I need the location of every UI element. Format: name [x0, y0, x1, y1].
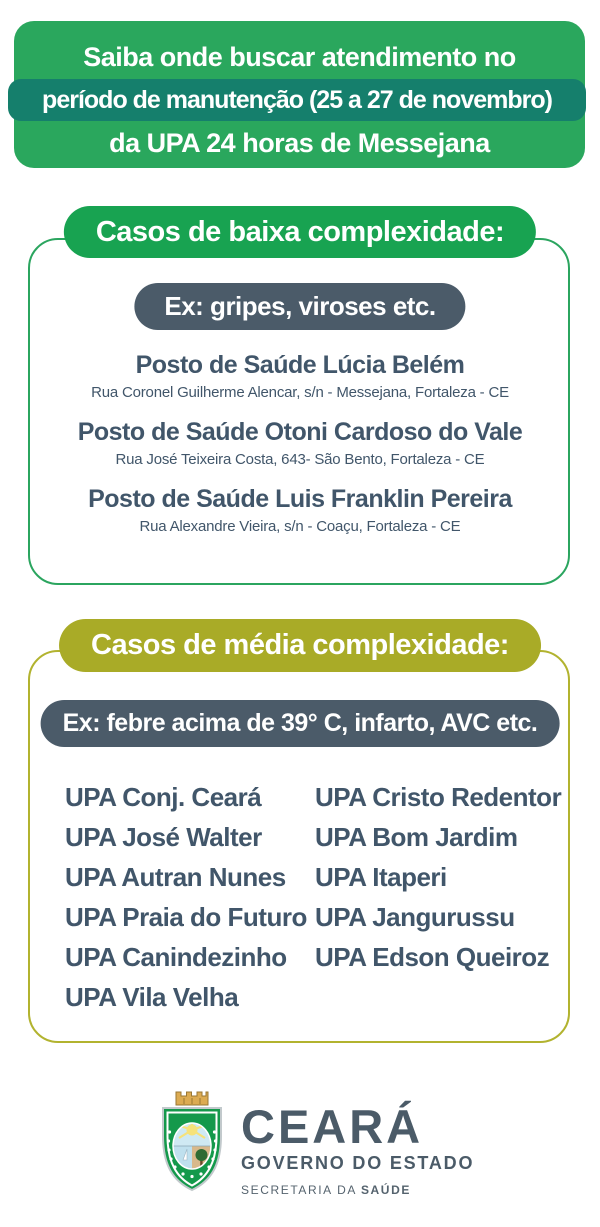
facility-name: Posto de Saúde Lúcia Belém — [135, 351, 465, 379]
upa-item: UPA José Walter — [65, 822, 262, 852]
upa-item: UPA Conj. Ceará — [65, 782, 262, 812]
government-logo-text — [241, 1100, 475, 1197]
banner-line-1: Saiba onde buscar atendimento no — [83, 42, 516, 72]
upa-item: UPA Edson Queiroz — [315, 942, 550, 972]
upa-item: UPA Autran Nunes — [65, 862, 286, 892]
upa-item: UPA Bom Jardim — [315, 822, 518, 852]
logo-secretariat-regular: SECRETARIA DA — [241, 1183, 357, 1197]
logo-secretariat-bold: SAÚDE — [360, 1183, 411, 1197]
upa-item: UPA Cristo Redentor — [315, 782, 562, 812]
logo-government-line: GOVERNO DO ESTADO — [241, 1153, 475, 1173]
medium-complexity-example-badge: Ex: febre acima de 39° C, infarto, AVC etc. — [41, 700, 560, 747]
upa-item: UPA Praia do Futuro — [65, 902, 307, 932]
upa-item: UPA Jangurussu — [315, 902, 515, 932]
logo-state-name: CEARÁ — [241, 1100, 424, 1153]
upa-item: UPA Itaperi — [315, 862, 447, 892]
upa-item: UPA Canindezinho — [65, 942, 287, 972]
facility-item — [40, 483, 560, 537]
low-complexity-title: Casos de baixa complexidade: — [64, 206, 536, 258]
header-banner — [14, 21, 585, 168]
facility-address: Rua José Teixeira Costa, 643- São Bento, Fortaleza - CE — [115, 451, 485, 468]
banner-line-3: da UPA 24 horas de Messejana — [109, 128, 490, 158]
logo-secretariat-line — [241, 1183, 474, 1197]
facility-item — [40, 349, 560, 403]
facility-name: Posto de Saúde Luis Franklin Pereira — [88, 485, 512, 513]
banner-highlighted-line — [8, 79, 586, 121]
facility-address: Rua Alexandre Vieira, s/n - Coaçu, Fortaleza - CE — [139, 518, 461, 535]
upa-list-column-2 — [315, 777, 561, 977]
facility-address: Rua Coronel Guilherme Alencar, s/n - Messejana, Fortaleza - CE — [91, 384, 509, 401]
facility-list — [40, 349, 560, 550]
medium-complexity-title: Casos de média complexidade: — [59, 619, 541, 672]
upa-item: UPA Vila Velha — [65, 982, 239, 1012]
upa-list-column-1 — [65, 777, 307, 1017]
facility-name: Posto de Saúde Otoni Cardoso do Vale — [77, 418, 523, 446]
ceara-coat-of-arms-icon — [153, 1086, 231, 1199]
low-complexity-example-badge: Ex: gripes, viroses etc. — [134, 283, 465, 330]
banner-line-2: período de manutenção (25 a 27 de novembro) — [42, 85, 552, 114]
facility-item — [40, 416, 560, 470]
